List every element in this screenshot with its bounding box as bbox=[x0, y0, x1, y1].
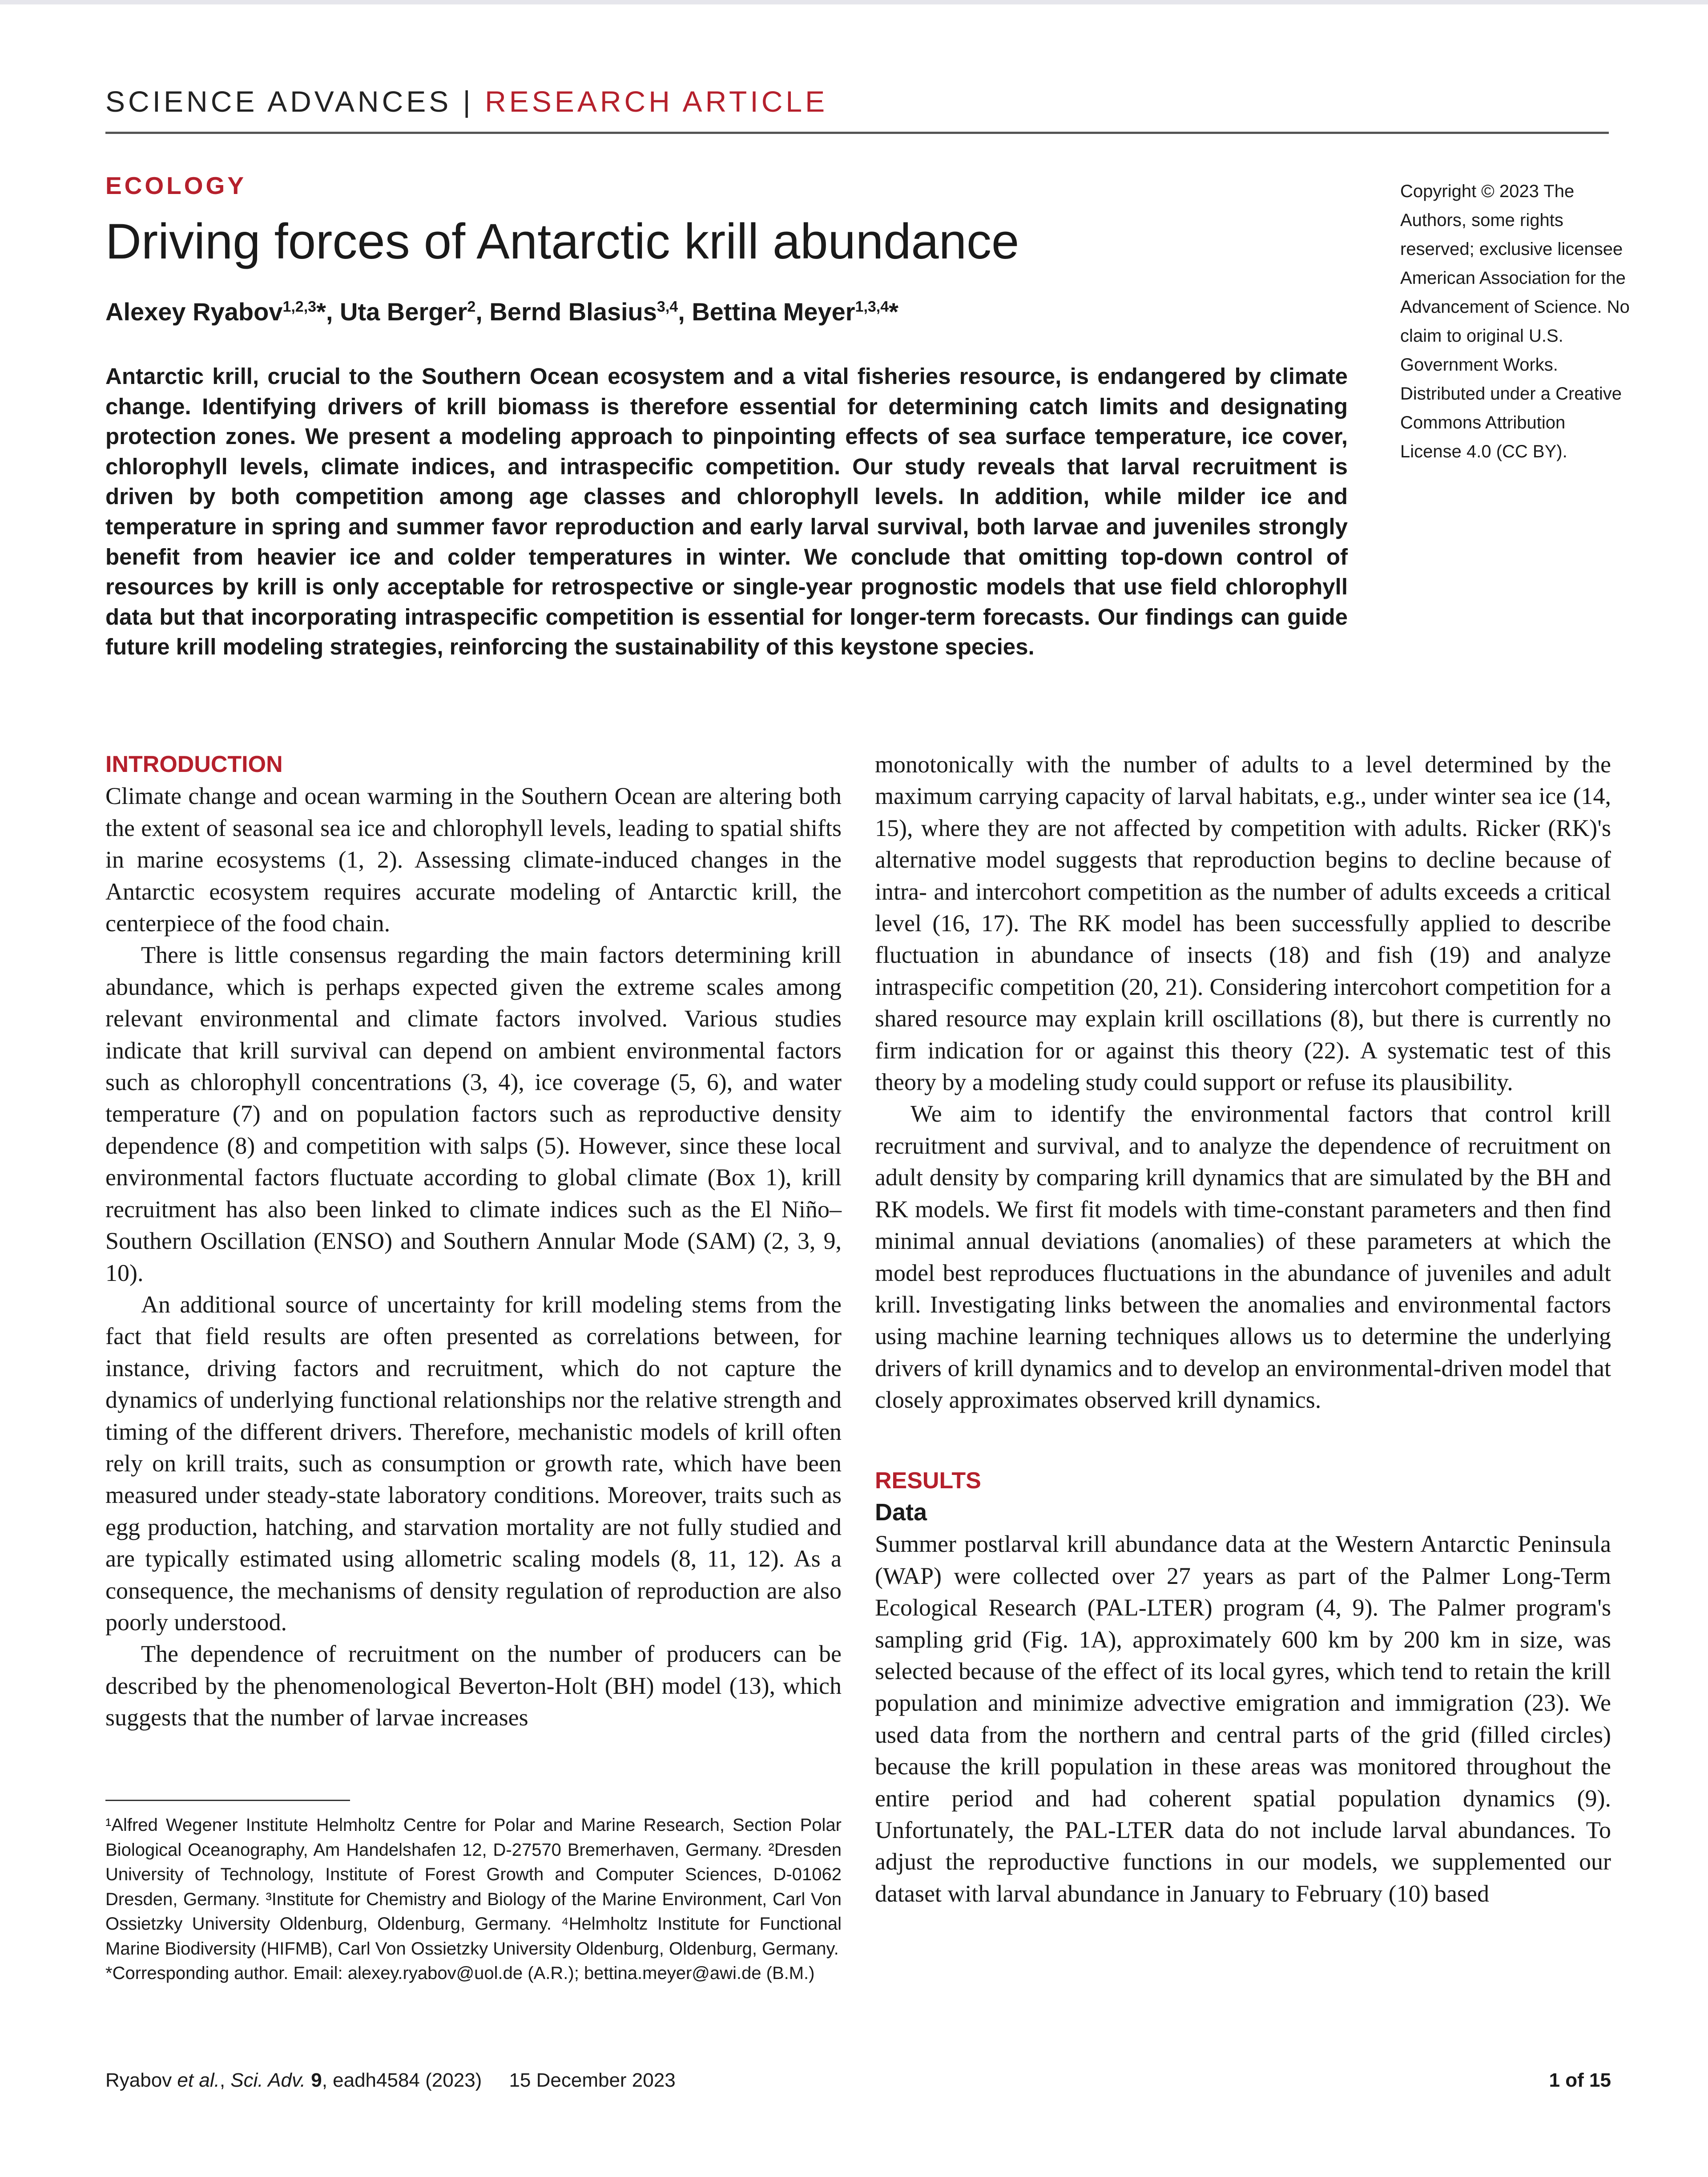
author-affiliation: 3,4 bbox=[657, 298, 678, 315]
body-paragraph: The dependence of recruitment on the number of producers can be described by the phenomenological Beverton-Holt (BH) model (13), which suggests that the number of larvae increases bbox=[105, 1640, 842, 1731]
author-name[interactable]: Bernd Blasius bbox=[489, 298, 657, 326]
abstract: Antarctic krill, crucial to the Southern Ocean ecosystem and a vital fisheries resource, is endangered by climate change. Identifying drivers of krill biomass is therefore essential for determining catch limits and designating protection zones. We present a modeling approach to pinpointing effects of sea surface temperature, ice cover, chlorophyll levels, climate indices, and intraspecific competition. Our study reveals that larval recruitment is driven by both competition among age classes and chlorophyll levels. In addition, while milder ice and temperature in spring and summer favor reproduction and early larval survival, both larvae and juveniles strongly benefit from heavier ice and colder temperatures in winter. We conclude that omitting top-down control of resources by krill is only acceptable for retrospective or single-year prognostic models that use field chlorophyll data but that incorporating intraspecific competition is essential for longer-term forecasts. Our findings can guide future krill modeling strategies, reinforcing the sustainability of this keystone species. bbox=[105, 364, 1348, 660]
corresponding-author-footnote: *Corresponding author. Email: alexey.ryabov@uol.de (A.R.); bettina.meyer@awi.de (B.M.) bbox=[105, 1963, 815, 1983]
article-type: RESEARCH ARTICLE bbox=[485, 85, 828, 118]
author-affiliation: 1,2,3 bbox=[282, 298, 317, 315]
body-paragraph: Climate change and ocean warming in the Southern Ocean are altering both the extent of seasonal sea ice and chlorophyll levels, leading to spatial shifts in marine ecosystems (1, 2). Assessing climate-induced changes in the Antarctic ecosystem requires accurate modeling of Antarctic krill, the centerpiece of the food chain. bbox=[105, 783, 842, 937]
author-affiliation: 1,3,4 bbox=[855, 298, 889, 315]
introduction-heading: INTRODUCTION bbox=[105, 751, 283, 777]
journal-header bbox=[105, 85, 1609, 118]
author-list bbox=[105, 297, 898, 326]
header-separator: | bbox=[451, 85, 485, 118]
author-separator: * bbox=[889, 298, 898, 326]
author-name[interactable]: Bettina Meyer bbox=[692, 298, 855, 326]
citation-journal: Sci. Adv. bbox=[230, 2069, 306, 2091]
author-name[interactable]: Alexey Ryabov bbox=[105, 298, 283, 326]
article-title: Driving forces of Antarctic krill abundance bbox=[105, 214, 1019, 269]
page-number: 1 of 15 bbox=[1549, 2069, 1611, 2091]
affiliations-footnote: ¹Alfred Wegener Institute Helmholtz Centre for Polar and Marine Research, Section Polar Biological Oceanography, Am Handelshafen 12, D-27570 Bremerhaven, Germany. ²Dresden University of Technology, Institute of Forest Growth and Computer Sciences, D-01062 Dresden, Germany. ³Institute for Chemistry and Biology of the Marine Environment, Carl Von Ossietzky University Oldenburg, Oldenburg, Germany. ⁴Helmholtz Institute for Functional Marine Biodiversity (HIFMB), Carl Von Ossietzky University Oldenburg, Oldenburg, Germany. bbox=[105, 1815, 842, 1959]
body-paragraph: We aim to identify the environmental factors that control krill recruitment and survival, and to analyze the dependence of recruitment on adult density by comparing krill dynamics that are simulated by the BH and RK models. We first fit models with time-constant parameters and then find minimal annual deviations (anomalies) of these parameters at which the model best reproduces fluctuations in the abundance of juveniles and adult krill. Investigating links between the anomalies and environmental factors using machine learning techniques allows us to determine the underlying drivers of krill dynamics and to develop an environmental-driven model that closely approximates observed krill dynamics. bbox=[875, 1100, 1611, 1414]
citation-etal: et al. bbox=[177, 2069, 220, 2091]
body-column-left bbox=[105, 749, 842, 1734]
citation-rest: , eadh4584 (2023) 15 December 2023 bbox=[322, 2069, 676, 2091]
footer-citation bbox=[105, 2069, 676, 2092]
header-rule bbox=[105, 132, 1609, 134]
author-separator: , bbox=[475, 298, 490, 326]
citation-volume: 9 bbox=[305, 2069, 322, 2091]
body-paragraph: monotonically with the number of adults to a level determined by the maximum carrying capacity of larval habitats, e.g., under winter sea ice (14, 15), where they are not affected by competition with adults. Ricker (RK)'s alternative model suggests that reproduction begins to decline because of intra- and intercohort competition as the number of adults exceeds a critical level (16, 17). The RK model has been successfully applied to describe fluctuation in abundance of insects (18) and fish (19) and analyze intraspecific competition (20, 21). Considering intercohort competition for a shared resource may explain krill oscillations (8), but there is currently no firm indication for or against this theory (22). A systematic test of this theory by a modeling study could support or refuse its plausibility. bbox=[875, 751, 1611, 1096]
section-spacer bbox=[875, 1416, 1611, 1465]
body-column-right bbox=[875, 749, 1611, 1910]
data-subheading: Data bbox=[875, 1498, 927, 1526]
author-separator: , bbox=[678, 298, 692, 326]
results-heading: RESULTS bbox=[875, 1467, 981, 1494]
body-paragraph: There is little consensus regarding the main factors determining krill abundance, which is perhaps expected given the extreme scales among relevant environmental and climate factors involved. Various studies indicate that krill survival can depend on ambient environmental factors such as chlorophyll concentrations (3, 4), ice coverage (5, 6), and water temperature (7) and on population factors such as reproductive density dependence (8) and competition with salps (5). However, since these local environmental factors fluctuate according to global climate (Box 1), krill recruitment has also been linked to climate indices such as the El Niño–Southern Oscillation (ENSO) and Southern Annular Mode (SAM) (2, 3, 9, 10). bbox=[105, 941, 842, 1286]
author-affiliation: 2 bbox=[467, 298, 476, 315]
citation-author: Ryabov bbox=[105, 2069, 177, 2091]
footnote-rule bbox=[105, 1800, 350, 1801]
citation-sep: , bbox=[219, 2069, 231, 2091]
author-separator: *, bbox=[316, 298, 340, 326]
journal-name: SCIENCE ADVANCES bbox=[105, 85, 452, 118]
body-paragraph: Summer postlarval krill abundance data at the Western Antarctic Peninsula (WAP) were collected over 27 years as part of the Palmer Long-Term Ecological Research (PAL-LTER) program (4, 9). The Palmer program's sampling grid (Fig. 1A), approximately 600 km by 200 km in size, was selected because of the effect of its local gyres, which tend to retain the krill population and minimize advective emigration and immigration (23). We used data from the northern and central parts of the grid (filled circles) because the krill population in these areas was monitored throughout the entire period and had coherent spatial population dynamics (9). Unfortunately, the PAL-LTER data do not include larval abundances. To adjust the reproductive functions in our models, we supplemented our dataset with larval abundance in January to February (10) based bbox=[875, 1531, 1611, 1907]
top-strip bbox=[0, 0, 1708, 4]
author-name[interactable]: Uta Berger bbox=[339, 298, 467, 326]
section-label: ECOLOGY bbox=[105, 172, 247, 199]
footnotes bbox=[105, 1813, 842, 1986]
copyright-notice: Copyright © 2023 The Authors, some rights reserved; exclusive licensee American Association for the Advancement of Science. No claim to original U.S. Government Works. Distributed under a Creative Commons Attribution License 4.0 (CC BY). bbox=[1400, 182, 1630, 461]
body-paragraph: An additional source of uncertainty for krill modeling stems from the fact that field results are often presented as correlations between, for instance, driving factors and recruitment, which do not capture the dynamics of underlying functional relationships nor the relative strength and timing of the different drivers. Therefore, mechanistic models of krill often rely on krill traits, such as consumption or growth rate, which have been measured under steady-state laboratory conditions. Moreover, traits such as egg production, hatching, and starvation mortality are not fully studied and are typically estimated using allometric scaling models (8, 11, 12). As a consequence, the mechanisms of density regulation of reproduction are also poorly understood. bbox=[105, 1291, 842, 1636]
